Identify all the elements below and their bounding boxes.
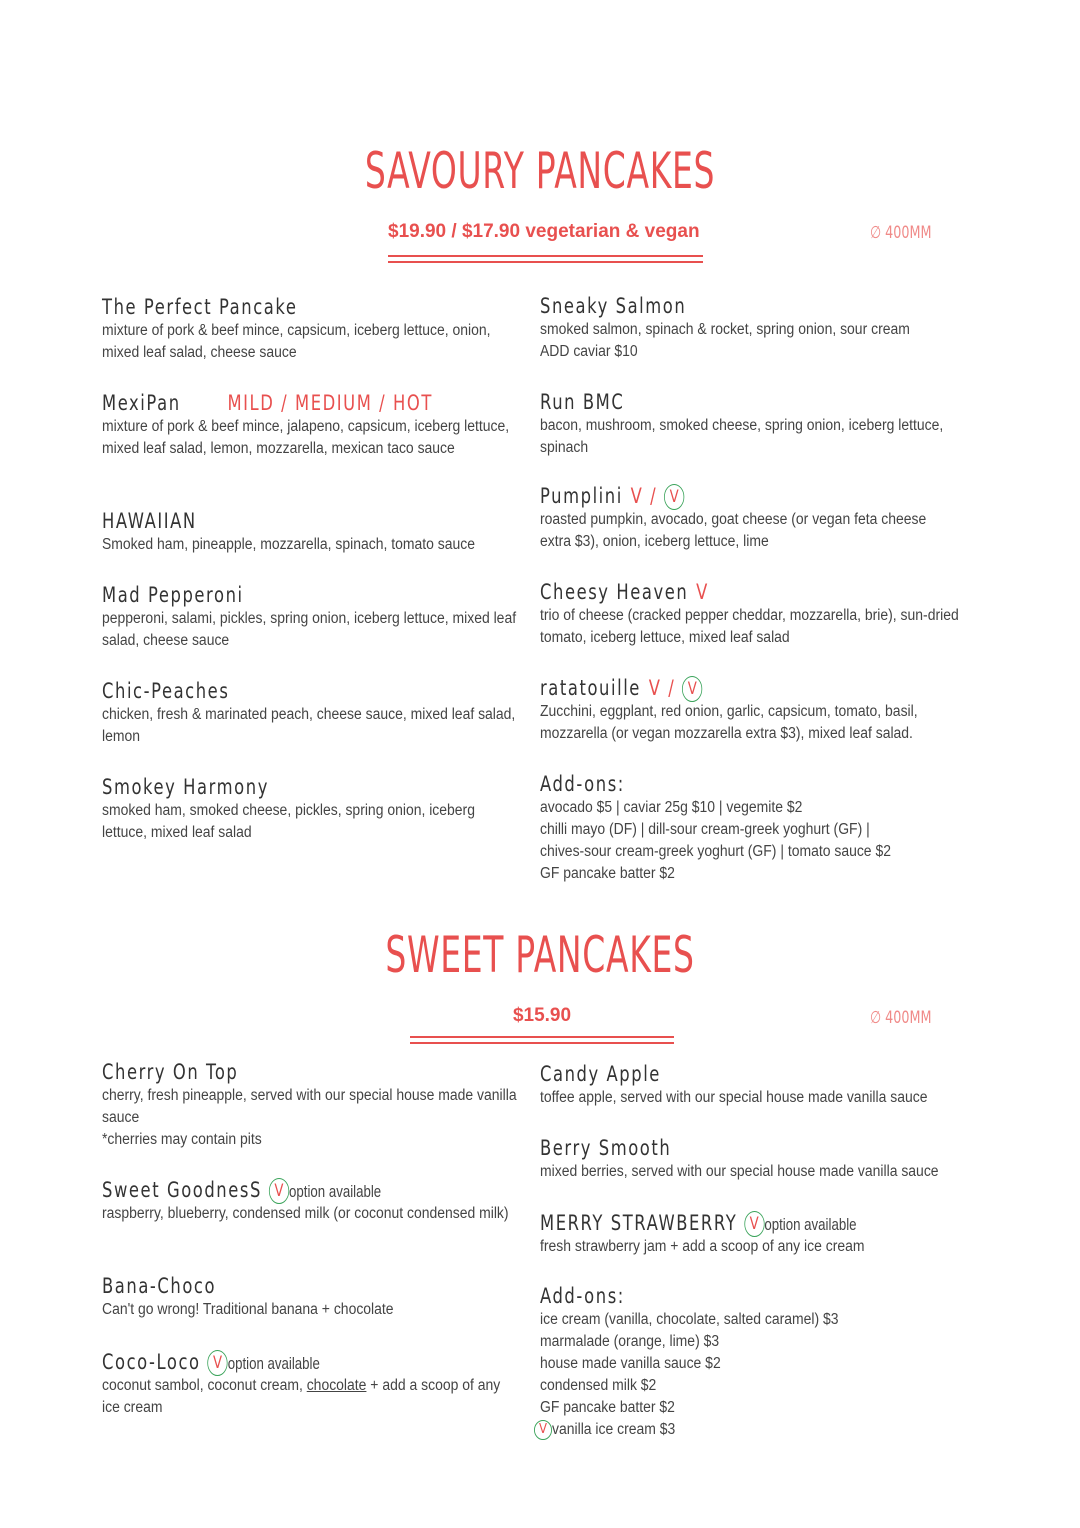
item-name: Chic-Peaches <box>102 679 230 703</box>
item-desc: fresh strawberry jam + add a scoop of any ice cream <box>540 1238 865 1255</box>
item-name: Smokey Harmony <box>102 775 269 799</box>
item-name-text: Pumplini <box>540 484 623 508</box>
menu-item <box>102 295 522 364</box>
sweet-price: $15.90 <box>512 1005 572 1026</box>
item-desc: Smoked ham, pineapple, mozzarella, spinach, tomato sauce <box>102 536 475 553</box>
item-desc: pepperoni, salami, pickles, spring onion, iceberg lettuce, mixed leaf salad, cheese sauce <box>102 610 517 649</box>
desc-text: + add a scoop of any ice cream <box>102 1377 501 1416</box>
menu-item <box>102 679 522 748</box>
menu-item <box>540 1136 960 1183</box>
item-name <box>540 1211 868 1236</box>
vegetarian-mark: V <box>696 580 709 604</box>
item-extra: *cherries may contain pits <box>102 1131 262 1148</box>
item-name: HAWAIIAN <box>102 509 197 533</box>
item-name <box>540 580 868 605</box>
savoury-title: SAVOURY PANCAKES <box>364 142 716 200</box>
menu-item <box>102 1350 522 1419</box>
item-desc: chicken, fresh & marinated peach, cheese sauce, mixed leaf salad, lemon <box>102 706 516 745</box>
menu-item <box>540 1211 960 1258</box>
item-name: Candy Apple <box>540 1062 661 1086</box>
addon-line: chives-sour cream-greek yoghurt (GF) | tomato sauce $2 <box>540 843 891 860</box>
item-name-text: MERRY STRAWBERRY <box>540 1211 738 1235</box>
item-desc: smoked ham, smoked cheese, pickles, spring onion, iceberg lettuce, mixed leaf salad <box>102 802 475 841</box>
item-desc: roasted pumpkin, avocado, goat cheese (or vegan feta cheese extra $3), onion, iceberg lettuce, lime <box>540 511 927 550</box>
item-name: The Perfect Pancake <box>102 295 298 319</box>
addon-line: GF pancake batter $2 <box>540 865 675 882</box>
menu-item <box>102 775 522 844</box>
item-desc: toffee apple, served with our special house made vanilla sauce <box>540 1089 928 1106</box>
item-desc <box>102 1375 521 1419</box>
menu-item <box>540 676 960 745</box>
sweet-rule <box>410 1036 674 1044</box>
item-name: Cherry On Top <box>102 1060 239 1084</box>
addon-line: ice cream (vanilla, chocolate, salted caramel) $3 <box>540 1311 839 1328</box>
item-extra: ADD caviar $10 <box>540 343 638 360</box>
desc-text: coconut sambol, coconut cream, <box>102 1377 307 1394</box>
item-desc: mixture of pork & beef mince, jalapeno, capsicum, iceberg lettuce, mixed leaf salad, lemon, mozzarella, mexican taco sauce <box>102 418 510 457</box>
menu-item <box>102 1060 522 1151</box>
menu-item <box>102 1178 522 1225</box>
addon-line: house made vanilla sauce $2 <box>540 1355 721 1372</box>
vegan-icon: V <box>207 1350 227 1376</box>
option-note: option available <box>289 1182 382 1201</box>
item-desc: smoked salmon, spinach & rocket, spring onion, sour cream <box>540 321 910 338</box>
item-name <box>540 484 868 509</box>
item-name-text: ratatouille <box>540 676 641 700</box>
menu-item <box>540 294 960 363</box>
sweet-size-note: ∅ 400MM <box>870 1008 932 1028</box>
vegan-icon: V <box>682 676 702 702</box>
addon-line: avocado $5 | caviar 25g $10 | vegemite $2 <box>540 799 803 816</box>
vegan-icon: V <box>744 1211 764 1237</box>
item-name: Sneaky Salmon <box>540 294 687 318</box>
heat-options: MILD / MEDIUM / HOT <box>227 391 433 415</box>
item-desc: mixed berries, served with our special house made vanilla sauce <box>540 1163 939 1180</box>
addon-line: condensed milk $2 <box>540 1377 657 1394</box>
item-desc: bacon, mushroom, smoked cheese, spring onion, iceberg lettuce, spinach <box>540 417 944 456</box>
vegetarian-mark: V / <box>648 676 676 700</box>
item-name: Bana-Choco <box>102 1274 217 1298</box>
vegan-icon: V <box>534 1420 552 1440</box>
item-name-text: Coco-Loco <box>102 1350 201 1374</box>
menu-item <box>102 583 522 652</box>
vegetarian-mark: V / <box>630 484 658 508</box>
menu-item <box>102 391 522 460</box>
addon-line: chilli mayo (DF) | dill-sour cream-greek yoghurt (GF) | <box>540 821 870 838</box>
savoury-price: $19.90 / $17.90 vegetarian & vegan <box>388 221 700 242</box>
option-note: option available <box>764 1215 857 1234</box>
vegan-icon: V <box>269 1178 289 1204</box>
addon-line <box>534 1419 953 1441</box>
menu-item <box>102 509 522 556</box>
sweet-title: SWEET PANCAKES <box>385 926 695 984</box>
item-desc: trio of cheese (cracked pepper cheddar, mozzarella, brie), sun-dried tomato, iceberg lettuce, mixed leaf salad <box>540 607 959 646</box>
option-note: option available <box>227 1354 320 1373</box>
vegan-icon: V <box>664 484 684 510</box>
desc-underlined: chocolate <box>306 1377 367 1394</box>
item-name: Berry Smooth <box>540 1136 672 1160</box>
item-desc: mixture of pork & beef mince, capsicum, iceberg lettuce, onion, mixed leaf salad, cheese sauce <box>102 322 491 361</box>
item-name-text: Cheesy Heaven <box>540 580 689 604</box>
item-name: Run BMC <box>540 390 625 414</box>
item-name: Mad Pepperoni <box>102 583 244 607</box>
item-desc: raspberry, blueberry, condensed milk (or coconut condensed milk) <box>102 1205 509 1222</box>
menu-item <box>540 1062 960 1109</box>
addons-title: Add-ons: <box>540 1284 625 1308</box>
addons <box>540 772 960 885</box>
item-name <box>102 1350 430 1375</box>
savoury-size-note: ∅ 400MM <box>870 223 932 243</box>
menu-item <box>102 1274 522 1321</box>
addons <box>540 1284 960 1441</box>
addon-line: GF pancake batter $2 <box>540 1399 675 1416</box>
item-desc: cherry, fresh pineapple, served with our special house made vanilla sauce <box>102 1087 517 1126</box>
item-name-text: Sweet GoodnesS <box>102 1178 262 1202</box>
addon-line: marmalade (orange, lime) $3 <box>540 1333 720 1350</box>
item-desc: Can't go wrong! Traditional banana + chocolate <box>102 1301 394 1318</box>
menu-item <box>540 484 960 553</box>
item-name-text: MexiPan <box>102 391 181 415</box>
savoury-rule <box>388 255 703 263</box>
addon-line-text: vanilla ice cream $3 <box>552 1421 676 1438</box>
item-desc: Zucchini, eggplant, red onion, garlic, capsicum, tomato, basil, mozzarella (or vegan mozzarella extra $3), mixed leaf salad. <box>540 703 918 742</box>
menu-item <box>540 390 960 459</box>
item-name <box>540 676 868 701</box>
item-name <box>102 391 433 416</box>
item-name <box>102 1178 430 1203</box>
addons-title: Add-ons: <box>540 772 625 796</box>
menu-item <box>540 580 960 649</box>
